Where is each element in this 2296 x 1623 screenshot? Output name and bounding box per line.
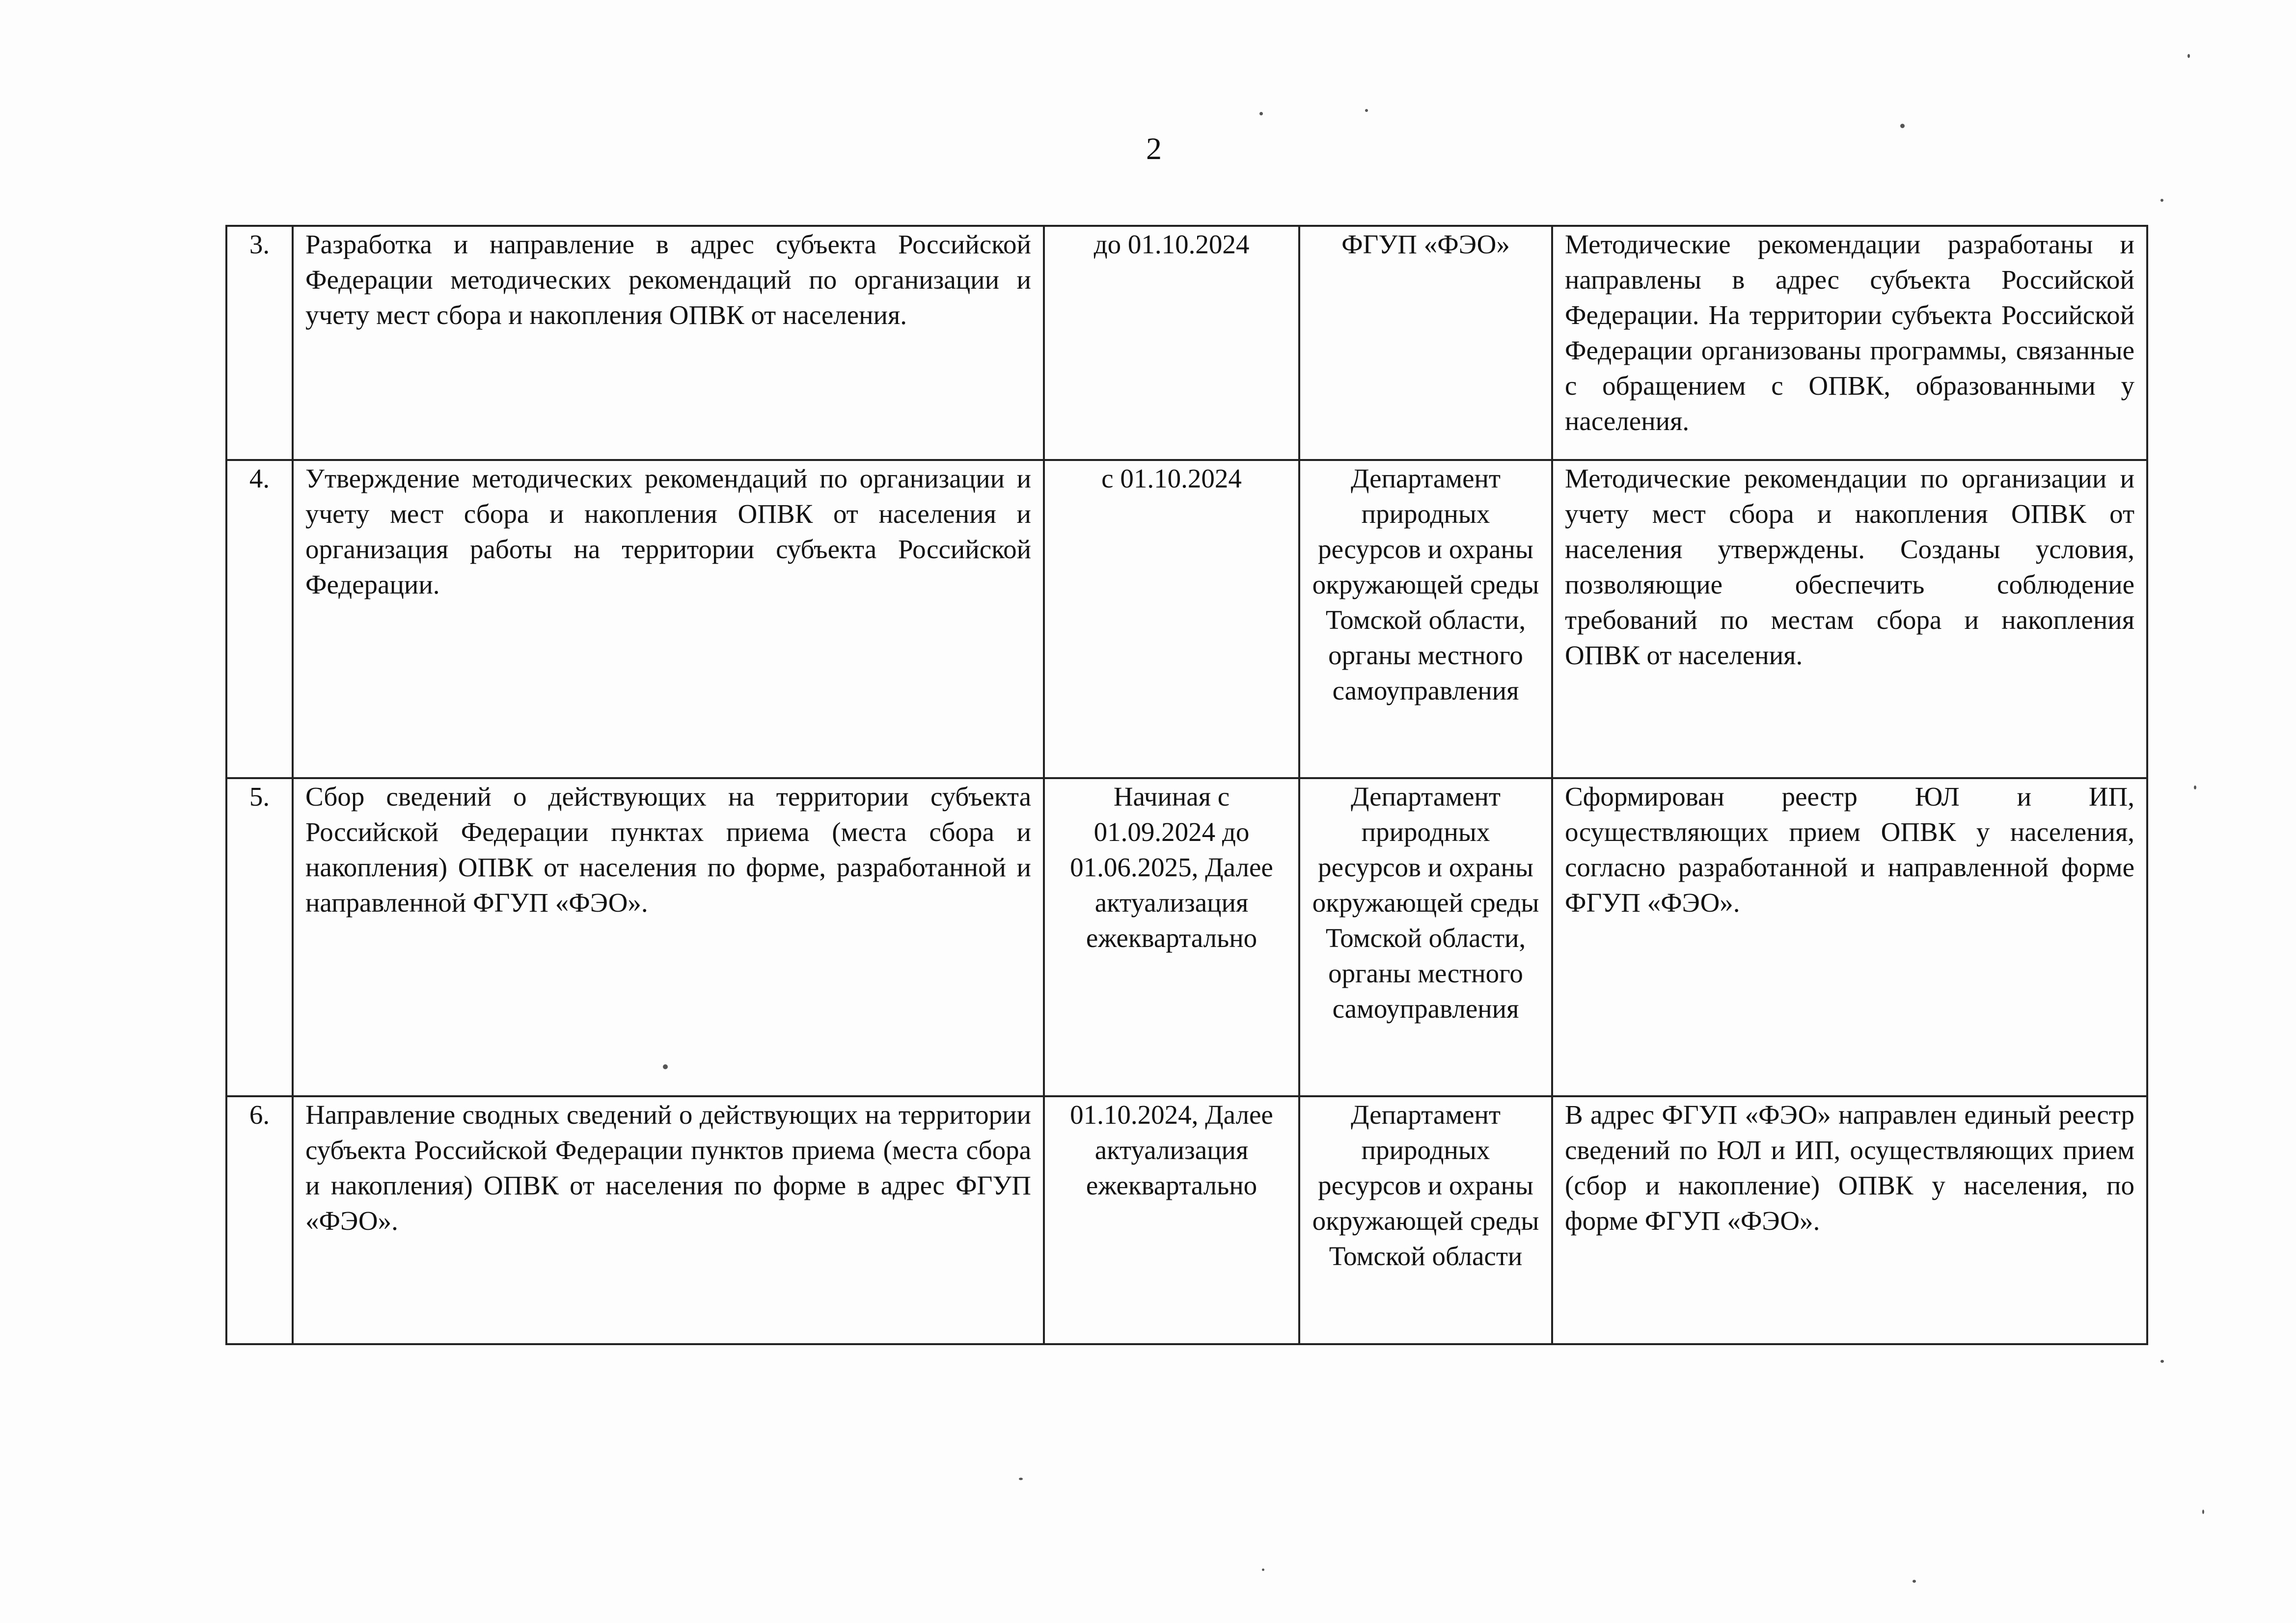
table-row — [226, 1096, 2147, 1344]
scan-speck — [1019, 1478, 1023, 1480]
page-number: 2 — [1146, 131, 1162, 166]
deadline-cell: 01.10.2024, Далее актуализация ежеквартально — [1044, 1096, 1299, 1344]
scan-speck — [2202, 1510, 2204, 1514]
responsible-cell: Департамент природных ресурсов и охраны окружающей среды Томской области — [1299, 1096, 1552, 1344]
action-cell: Сбор сведений о действующих на территории субъекта Российской Федерации пунктах приема (места сбора и накопления) ОПВК от населения по форме, разработанной и направленной ФГУП «ФЭО». — [293, 778, 1044, 1096]
row-number: 4. — [226, 460, 293, 778]
scan-speck — [2160, 199, 2163, 202]
action-cell: Разработка и направление в адрес субъекта Российской Федерации методических рекомендаций по организации и учету мест сбора и накопления ОПВК от населения. — [293, 226, 1044, 460]
scan-speck — [1262, 1569, 1264, 1571]
row-number: 6. — [226, 1096, 293, 1344]
responsible-cell: Департамент природных ресурсов и охраны окружающей среды Томской области, органы местного самоуправления — [1299, 778, 1552, 1096]
responsible-cell: ФГУП «ФЭО» — [1299, 226, 1552, 460]
result-cell: Методические рекомендации по организации и учету мест сбора и накопления ОПВК от населения утверждены. Созданы условия, позволяющие обеспечить соблюдение требований по местам сбора и накопления ОПВК от населения. — [1552, 460, 2147, 778]
scan-speck — [1259, 112, 1263, 115]
scan-speck — [1913, 1580, 1916, 1583]
table-row — [226, 460, 2147, 778]
responsible-cell: Департамент природных ресурсов и охраны окружающей среды Томской области, органы местного самоуправления — [1299, 460, 1552, 778]
scan-speck — [1365, 109, 1368, 112]
row-number: 3. — [226, 226, 293, 460]
scan-speck — [2194, 785, 2196, 789]
result-cell: Методические рекомендации разработаны и направлены в адрес субъекта Российской Федерации. На территории субъекта Российской Федерации организованы программы, связанные с обращением с ОПВК, образованными у населения. — [1552, 226, 2147, 460]
deadline-cell: с 01.10.2024 — [1044, 460, 1299, 778]
result-cell: Сформирован реестр ЮЛ и ИП, осуществляющих прием ОПВК у населения, согласно разработанной и направленной форме ФГУП «ФЭО». — [1552, 778, 2147, 1096]
measures-table — [225, 225, 2148, 1345]
scan-speck — [1900, 124, 1905, 128]
result-cell: В адрес ФГУП «ФЭО» направлен единый реестр сведений по ЮЛ и ИП, осуществляющих прием (сбор и накопление) ОПВК у населения, по форме ФГУП «ФЭО». — [1552, 1096, 2147, 1344]
table-row — [226, 778, 2147, 1096]
scan-speck — [663, 1064, 668, 1069]
row-number: 5. — [226, 778, 293, 1096]
action-cell: Направление сводных сведений о действующих на территории субъекта Российской Федерации пунктов приема (места сбора и накопления) ОПВК от населения по форме в адрес ФГУП «ФЭО». — [293, 1096, 1044, 1344]
scan-speck — [2160, 1360, 2164, 1363]
deadline-cell: Начиная с 01.09.2024 до 01.06.2025, Далее актуализация ежеквартально — [1044, 778, 1299, 1096]
action-cell: Утверждение методических рекомендаций по организации и учету мест сбора и накопления ОПВК от населения и организация работы на территории субъекта Российской Федерации. — [293, 460, 1044, 778]
scan-speck — [2187, 54, 2190, 58]
table-row — [226, 226, 2147, 460]
deadline-cell: до 01.10.2024 — [1044, 226, 1299, 460]
